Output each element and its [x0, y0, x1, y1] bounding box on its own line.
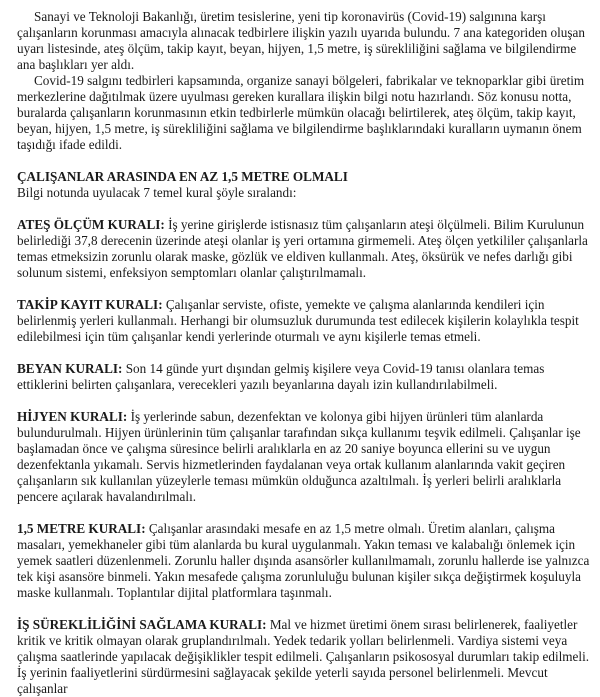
rule-label: İŞ SÜREKLİLİĞİNİ SAĞLAMA KURALI:	[17, 617, 267, 632]
rule-label: TAKİP KAYIT KURALI:	[17, 297, 163, 312]
intro-paragraph-2: Covid-19 salgını tedbirleri kapsamında, organize sanayi bölgeleri, fabrikalar ve teknoparklar gibi üretim merkezlerine dağıtılmak üzere uyulması gereken kurallara ilişkin bilgi notu hazırlandı. Söz konusu notta, buralarda çalışanların korunmasının etkin tedbirlerle mümkün olacağı belirtilerek, ateş ölçüm, takip kayıt, beyan, hijyen, 1,5 metre, iş sürekliliğini sağlama ve bilgilendirme başlıklarındaki kuralların uymanın önem taşıdığı ifade edildi.	[17, 73, 585, 152]
section-heading: ÇALIŞANLAR ARASINDA EN AZ 1,5 METRE OLMALI	[17, 169, 348, 184]
intro-paragraph-1: Sanayi ve Teknoloji Bakanlığı, üretim tesislerine, yeni tip koronavirüs (Covid-19) salgınına karşı çalışanların korunması amacıyla alınacak tedbirlere ilişkin yazılı uyarıda bulundu. 7 ana kategoriden oluşan uyarı listesinde, ateş ölçüm, takip kayıt, beyan, hijyen, 1,5 metre, iş sürekliliğini sağlama ve bilgilendirme ana başlıkları yer aldı.	[17, 9, 585, 72]
rule-text: Çalışanlar arasındaki mesafe en az 1,5 metre olmalı. Üretim alanları, çalışma masaları, yemekhaneler gibi tüm alanlarda bu kural uygulanmalı. Yakın teması ve kalabalığı önlemek için yemek saatleri düzenlenmeli. Zorunlu haller dışında asansörler kullanılmamalı, zorunlu hallerde ise yalnızca tek kişi asansöre binmeli. Yakın mesafede çalışma zorunluluğu bulunan kişiler sıkça değiştirmek koşuluyla maske kullanmalı. Toplantılar dijital platformlara taşınmalı.	[17, 521, 590, 600]
rule-paragraph	[17, 521, 590, 601]
rule-paragraph	[17, 217, 590, 281]
rule-paragraph	[17, 297, 590, 345]
rule-text: Son 14 günde yurt dışından gelmiş kişilere veya Covid-19 tanısı olanlara temas ettiklerini belirten çalışanlara, verecekleri yazılı beyanlarına dayalı izin kullandırılabilmeli.	[17, 361, 545, 392]
rule-text: Mal ve hizmet üretimi önem sırası belirlenerek, faaliyetler kritik ve kritik olmayan olarak gruplandırılmalı. Yedek tedarik yolları belirlenmeli. Vardiya sistemi veya çalışma saatlerinde yapılacak değişiklikler tespit edilmeli. Çalışanların psikososyal durumları takip edilmeli. İş yerinin faaliyetlerini sürdürmesini sağlayacak şekilde yeterli sayıda personel belirlenmeli. Mevcut çalışanlar	[17, 617, 590, 696]
rule-label: HİJYEN KURALI:	[17, 409, 128, 424]
rule-paragraph	[17, 617, 590, 697]
rule-text: İş yerlerinde sabun, dezenfektan ve kolonya gibi hijyen ürünleri tüm alanlarda bulundurulmalı. Hijyen ürünlerinin tüm çalışanlar tarafından sıkça kullanımı teşvik edilmeli. Çalışanlar işe başlamadan önce ve çalışma süresince belirli aralıklarla en az 20 saniye boyunca ellerini su ve uygun dezenfektanla yıkamalı. Servis hizmetlerinden faydalanan veya ortak kullanım alanlarında vakit geçiren çalışanların sık kullanılan yüzeylerle teması mümkün olduğunca azaltılmalı. İş yerleri belirli aralıklarla pencere açılarak havalandırılmalı.	[17, 409, 581, 504]
rule-label: BEYAN KURALI:	[17, 361, 123, 376]
rule-text: İş yerine girişlerde istisnasız tüm çalışanların ateşi ölçülmeli. Bilim Kurulunun belirlediği 37,8 derecenin üzerinde ateşi olanlar iş yeri ortamına girmemeli. Ateş ölçen yetkililer çalışanlarla temas etmeksizin zorunlu olarak maske, gözlük ve eldiven kullanmalı. Ateş, öksürük ve nefes darlığı gibi solunum sistemi, enfeksiyon semptomları olanlar çalıştırılmamalı.	[17, 217, 588, 280]
rule-paragraph	[17, 409, 590, 505]
rule-paragraph	[17, 361, 590, 393]
rule-label: ATEŞ ÖLÇÜM KURALI:	[17, 217, 165, 232]
section-intro: Bilgi notunda uyulacak 7 temel kural şöyle sıralandı:	[17, 185, 297, 200]
rule-label: 1,5 METRE KURALI:	[17, 521, 146, 536]
rule-text: Çalışanlar serviste, ofiste, yemekte ve çalışma alanlarında kendileri için belirlenmiş yerleri kullanmalı. Herhangi bir olumsuzluk durumunda test edilecek kişilerin kolaylıkla tespit edilebilmesi için tüm çalışanlar kendi yerlerinde oturmalı ve aynı kişilerle temas etmeli.	[17, 297, 579, 344]
